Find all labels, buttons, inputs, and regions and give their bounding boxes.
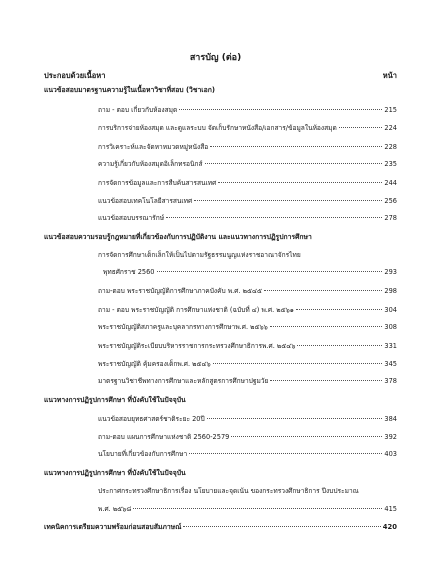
page-number: 293 (384, 268, 397, 276)
page-number: 278 (384, 214, 397, 222)
toc-entry: การจัดการข้อมูลและการสืบค้นสารสนเทศ 244 (98, 179, 397, 187)
toc-entry: นโยบายที่เกี่ยวข้องกับการศึกษา 403 (98, 450, 397, 458)
toc-entry: การวิเคราะห์และจัดหาหมวดหมู่หนังสือ 228 (98, 143, 397, 151)
page-number: 228 (384, 143, 397, 151)
page-number: 392 (384, 433, 397, 441)
page-number: 215 (384, 106, 397, 114)
page-number: 308 (384, 323, 397, 331)
page-title: สารบัญ (ต่อ) (189, 53, 242, 63)
page-number: 384 (384, 415, 397, 423)
toc-entry: ถาม - ตอบ เกี่ยวกับห้องสมุด 215 (98, 106, 397, 114)
toc-entry: ถาม-ตอบ พระราชบัญญัติการศึกษาภาคบังคับ พ.ศ. ๒๕๔๕ 298 (98, 287, 397, 295)
toc-entry: แนวข้อสอบเทคโนโลยีสารสนเทศ 256 (98, 197, 397, 205)
page-number: 235 (384, 160, 397, 168)
column-header-page: หน้า (382, 71, 397, 80)
page-number: 298 (384, 287, 397, 295)
page-number: 256 (384, 197, 397, 205)
page-number: 403 (384, 450, 397, 458)
toc-entry: ถาม - ตอบ พระราชบัญญัติ การศึกษาแห่งชาติ (ฉบับที่ ๔) พ.ศ. ๒๕๖๑ 304 (98, 306, 397, 314)
toc-section-heading: เทคนิคการเตรียมความพร้อมก่อนสอบสัมภาษณ์ 420 (44, 523, 397, 531)
page-number: 244 (384, 179, 397, 187)
toc-entry: มาตรฐานวิชาชีพทางการศึกษาและหลักสูตรการศึกษาปฐมวัย 378 (98, 377, 397, 385)
toc-entry: พุทธศักราช 2560 293 (103, 268, 397, 276)
toc-entry: แนวข้อสอบบรรณารักษ์ 278 (98, 214, 397, 222)
toc-entry: พระราชบัญญัติ คุ้มครองเด็กพ.ศ. ๒๕๔๖ 345 (98, 360, 397, 368)
toc-section-heading: แนวทางการปฏิรูปการศึกษา ที่บังคับใช้ในปัจจุบัน (44, 396, 186, 404)
toc-entry: พระราชบัญญัติระเบียบบริหารราชการกระทรวงศึกษาธิการพ.ศ. ๒๕๔๖ 331 (98, 342, 397, 350)
toc-entry: พ.ศ. ๒๕๖๘ 415 (98, 505, 397, 513)
page-number: 331 (384, 342, 397, 350)
toc-entry: พระราชบัญญัติสภาครูและบุคลากรทางการศึกษาพ.ศ. ๒๕๖๖ 308 (98, 323, 397, 331)
toc-entry: ถาม-ตอบ แผนการศึกษาแห่งชาติ 2560-2579 392 (98, 433, 397, 441)
toc-section-heading: แนวทางการปฏิรูปการศึกษา ที่บังคับใช้ในปัจจุบัน (44, 469, 186, 477)
toc-entry: การจัดการศึกษาเด็กเล็กให้เป็นไปตามรัฐธรรมนูญแห่งราชอาณาจักรไทย (98, 251, 301, 259)
page-number: 224 (384, 124, 397, 132)
page-number: 420 (382, 523, 397, 531)
toc-section-heading: แนวข้อสอบความรอบรู้กฎหมายที่เกี่ยวข้องกับการปฏิบัติงาน และแนวทางการปฏิรูปการศึกษา (44, 233, 312, 241)
page-number: 378 (384, 377, 397, 385)
column-header-content: ประกอบด้วยเนื้อหา (44, 71, 106, 80)
toc-entry: ความรู้เกี่ยวกับห้องสมุดอิเล็กทรอนิกส์ 235 (98, 160, 397, 168)
toc-entry: ประกาศกระทรวงศึกษาธิการเรื่อง นโยบายและจุดเน้น ของกระทรวงศึกษาธิการ ปีงบประมาณ (98, 487, 359, 495)
toc-section-heading: แนวข้อสอบมาตรฐานความรู้ในเนื้อหาวิชาที่สอบ (วิชาเอก) (44, 86, 215, 94)
toc-entry: การบริการจ่ายห้องสมุด และดูแลระบบ จัดเก็บรักษาหนังสือ/เอกสาร/ข้อมูลในห้องสมุด 224 (98, 124, 397, 132)
page-number: 345 (384, 360, 397, 368)
page-number: 304 (384, 306, 397, 314)
page-number: 415 (384, 505, 397, 513)
toc-entry: แนวข้อสอบยุทธศาสตร์ชาติระยะ 20ปี 384 (98, 415, 397, 423)
